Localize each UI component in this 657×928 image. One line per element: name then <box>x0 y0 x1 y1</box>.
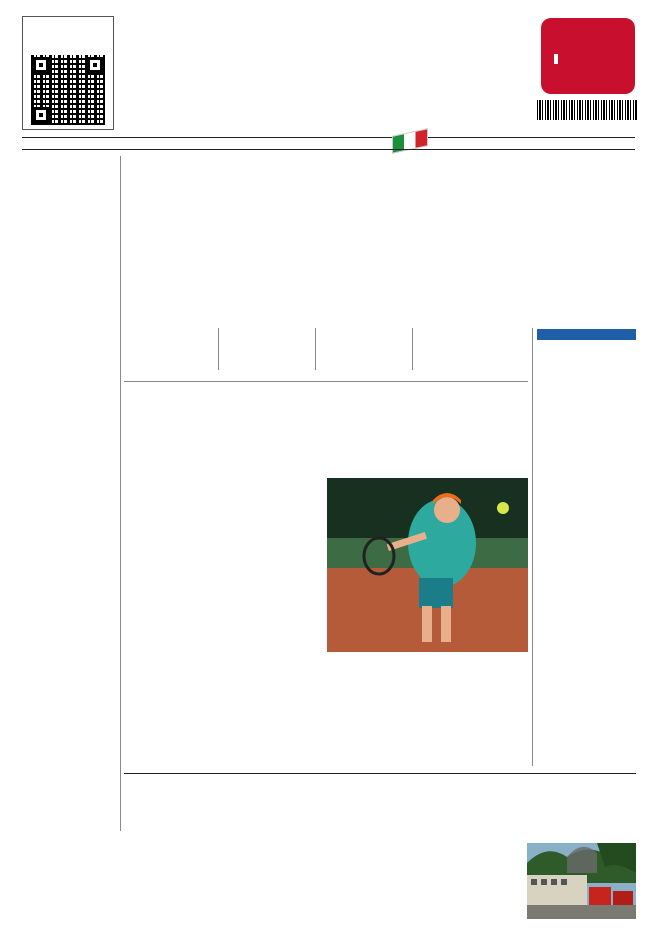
cronaca-body <box>537 424 636 764</box>
fire-photo <box>527 843 636 919</box>
fire-col-4 <box>424 843 520 921</box>
fire-col-2 <box>224 843 320 921</box>
sinner-col-2 <box>224 478 320 768</box>
barcode <box>537 100 637 120</box>
cronaca-section-bar <box>537 329 636 340</box>
ad-extra-tv[interactable] <box>541 18 635 94</box>
sinner-col-1 <box>124 478 220 768</box>
fire-col-1 <box>124 843 220 921</box>
tennis-photo <box>327 478 528 652</box>
lead-col-3 <box>318 328 410 368</box>
qr-code[interactable] <box>31 55 105 125</box>
lead-col-4 <box>415 328 508 358</box>
lead-col-1 <box>124 328 215 368</box>
ad-suffix <box>554 54 558 64</box>
fire-col-3 <box>324 843 420 921</box>
lead-col-2 <box>222 328 313 368</box>
masthead-left-box <box>22 16 114 130</box>
culture-body <box>22 166 116 828</box>
culture-section <box>22 158 116 828</box>
